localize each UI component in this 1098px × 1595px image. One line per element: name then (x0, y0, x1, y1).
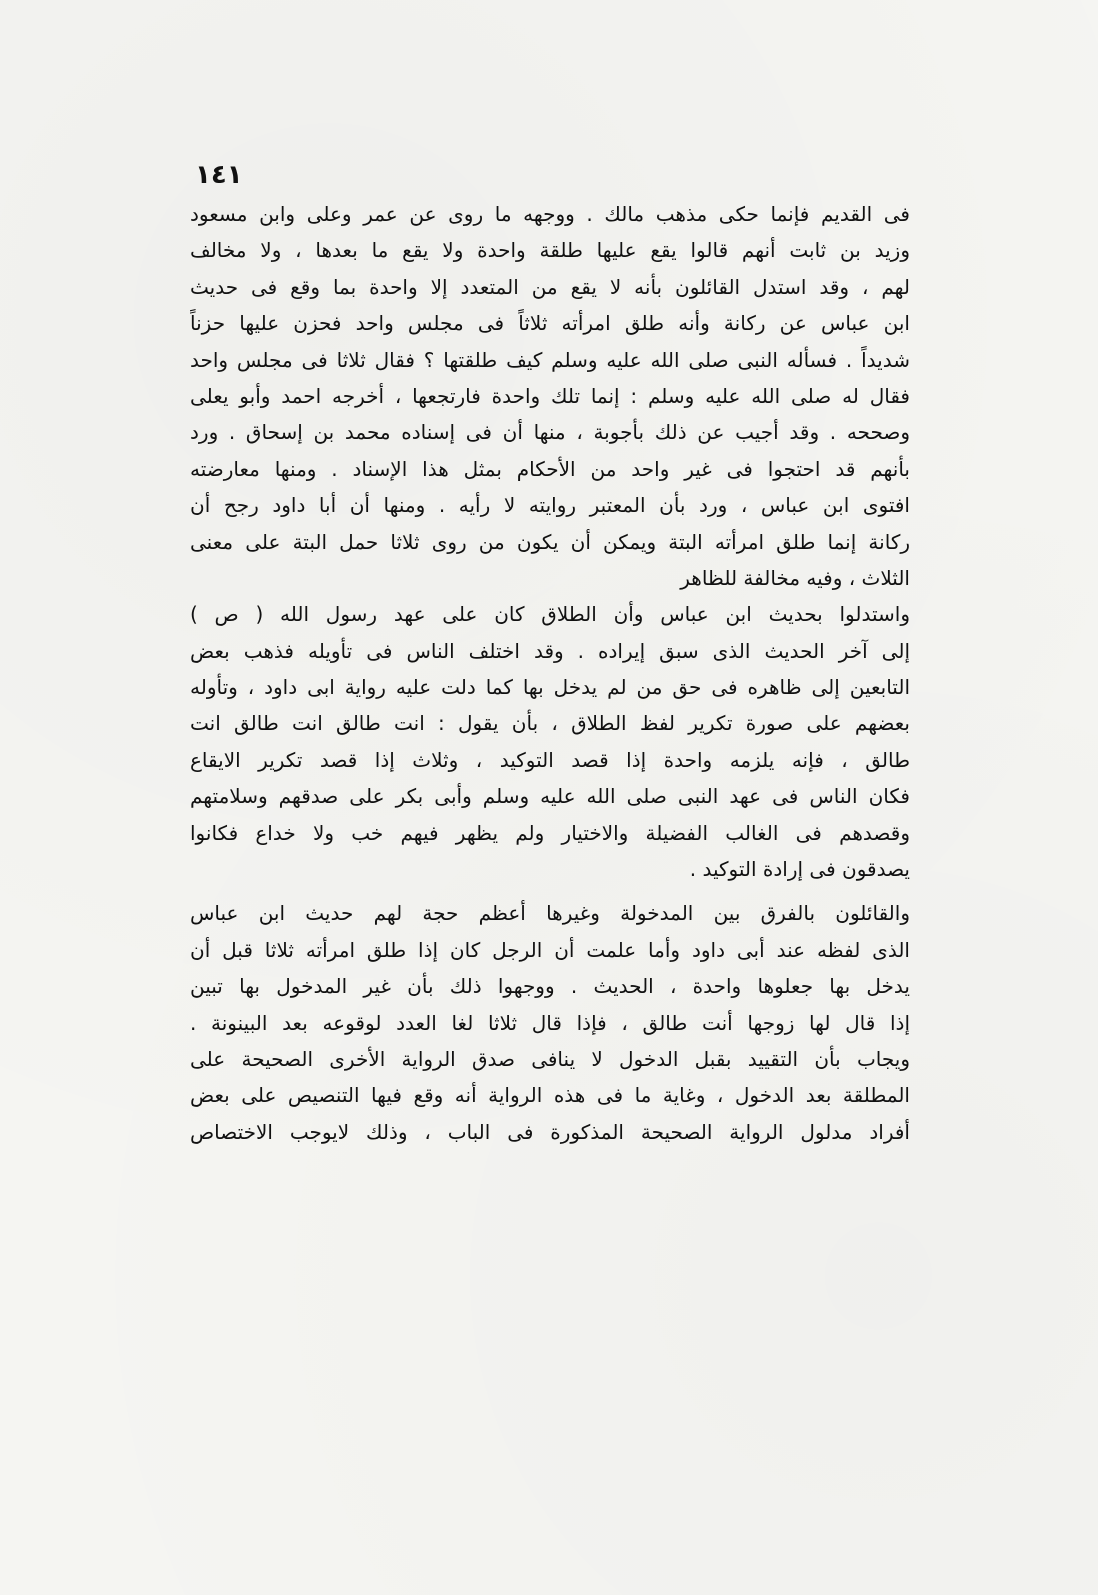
text-line: بعضهم على صورة تكرير لفظ الطلاق ، بأن يقول : انت طالق انت طالق انت (190, 711, 910, 736)
text-line: إذا قال لها زوجها أنت طالق ، فإذا قال ثلاثا لغا العدد لوقوعه بعد البينونة . (190, 1010, 910, 1035)
text-line: بأنهم قد احتجوا فى غير واحد من الأحكام بمثل هذا الإسناد . ومنها معارضته (190, 456, 910, 481)
text-line: يصدقون فى إرادة التوكيد . (689, 857, 910, 882)
text-line: الذى لفظه عند أبى داود وأما علمت أن الرجل كان إذا طلق امرأته ثلاثا قبل أن (190, 937, 910, 962)
text-line: المطلقة بعد الدخول ، وغاية ما فى هذه الرواية أنه وقع فيها التنصيص على بعض (190, 1083, 910, 1108)
text-line: ركانة إنما طلق امرأته البتة ويمكن أن يكون من روى ثلاثا حمل البتة على معنى (190, 529, 910, 554)
text-line: والقائلون بالفرق بين المدخولة وغيرها أعظم حجة لهم حديث ابن عباس (190, 901, 910, 926)
text-line: إلى آخر الحديث الذى سبق إيراده . وقد اختلف الناس فى تأويله فذهب بعض (190, 638, 910, 663)
text-line: لهم ، وقد استدل القائلون بأنه لا يقع من المتعدد إلا واحدة بما وقع فى حديث (190, 274, 910, 299)
text-line: وصححه . وقد أجيب عن ذلك بأجوبة ، منها أن فى إسناده محمد بن إسحاق . ورد (190, 420, 910, 445)
paragraph-gap (190, 887, 910, 895)
text-line: فى القديم فإنما حكى مذهب مالك . ووجهه ما روى عن عمر وعلى وابن مسعود (190, 202, 910, 226)
text-line: أفراد مدلول الرواية الصحيحة المذكورة فى الباب ، وذلك لايوجب الاختصاص (190, 1119, 910, 1144)
text-line: الثلاث ، وفيه مخالفة للظاهر (680, 565, 910, 590)
text-line: فكان الناس فى عهد النبى صلى الله عليه وسلم وأبى بكر على صدقهم وسلامتهم (190, 784, 910, 809)
text-line: ابن عباس عن ركانة وأنه طلق امرأته ثلاثاً فى مجلس واحد فحزن عليها حزناً (190, 311, 910, 336)
body-text (190, 196, 910, 1150)
text-line: وزيد بن ثابت أنهم قالوا يقع عليها طلقة واحدة ولا يقع ما بعدها ، ولا مخالف (190, 238, 910, 263)
text-line: وقصدهم فى الغالب الفضيلة والاختيار ولم يظهر فيهم خب ولا خداع فكانوا (190, 820, 910, 845)
text-line: ويجاب بأن التقييد بقبل الدخول لا ينافى صدق الرواية الأخرى الصحيحة على (190, 1046, 910, 1071)
paragraph-3 (190, 895, 910, 1150)
text-line: التابعين إلى ظاهره فى حق من لم يدخل بها كما دلت عليه رواية ابى داود ، وتأوله (190, 675, 910, 700)
paragraph-1 (190, 196, 910, 596)
text-line: افتوى ابن عباس ، ورد بأن المعتبر روايته لا رأيه . ومنها أن أبا داود رجح أن (190, 493, 910, 518)
text-line: طالق ، فإنه يلزمه واحدة إذا قصد التوكيد ، وثلاث إذا قصد تكرير الايقاع (190, 747, 910, 772)
paragraph-2 (190, 596, 910, 887)
text-line: فقال له صلى الله عليه وسلم : إنما تلك واحدة فارتجعها ، أخرجه احمد وأبو يعلى (190, 383, 910, 408)
text-line: واستدلوا بحديث ابن عباس وأن الطلاق كان على عهد رسول الله ( ص ) (190, 602, 910, 627)
page-number: ١٤١ (195, 160, 243, 190)
text-line: شديداً . فسأله النبى صلى الله عليه وسلم كيف طلقتها ؟ فقال ثلاثا فى مجلس واحد (190, 347, 910, 372)
text-line: يدخل بها جعلوها واحدة ، الحديث . ووجهوا ذلك بأن غير المدخول بها تبين (190, 974, 910, 999)
